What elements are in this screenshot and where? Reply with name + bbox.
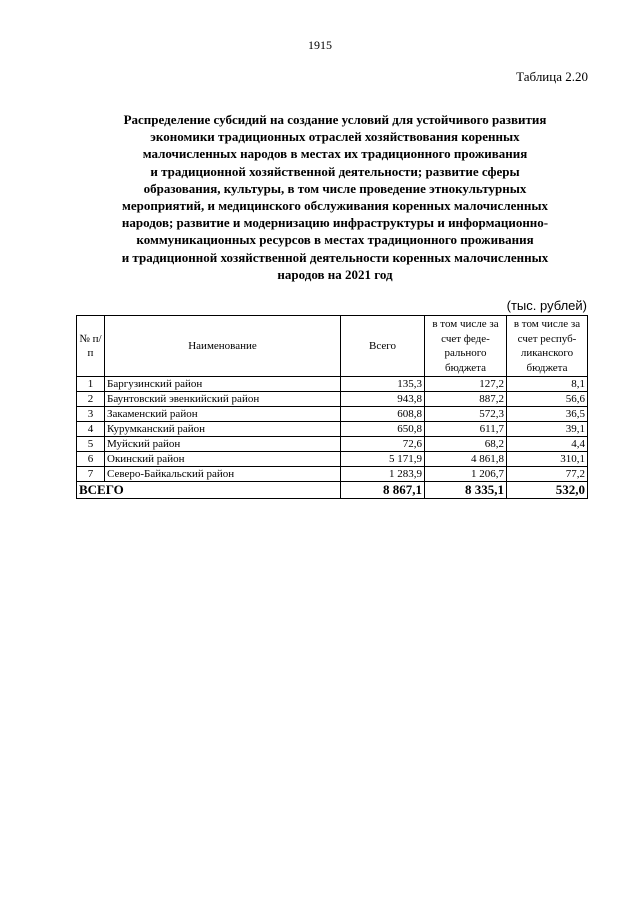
header-name: Наименование (105, 316, 341, 377)
row-federal: 127,2 (425, 377, 507, 392)
total-label: ВСЕГО (77, 482, 341, 499)
title-line: и традиционной хозяйственной деятельности; развитие сферы (150, 163, 520, 179)
row-federal: 887,2 (425, 392, 507, 407)
table-row (77, 392, 588, 407)
title-line: коммуникационных ресурсов в местах традиционного проживания (136, 232, 534, 248)
row-name: Баргузинский район (105, 377, 341, 392)
total-republic: 532,0 (507, 482, 588, 499)
row-num: 4 (77, 422, 105, 437)
title-line: народов; развитие и модернизацию инфраструктуры и информационно- (121, 215, 549, 231)
row-name: Муйский район (105, 437, 341, 452)
units-label: (тыс. рублей) (506, 298, 587, 313)
header-federal: в том числе за счет феде-рального бюджета (425, 316, 507, 377)
table-row (77, 467, 588, 482)
title-line: образования, культуры, в том числе проведение этнокультурных (143, 180, 527, 196)
table-row (77, 422, 588, 437)
row-republic: 36,5 (507, 407, 588, 422)
row-federal: 1 206,7 (425, 467, 507, 482)
row-num: 1 (77, 377, 105, 392)
total-federal: 8 335,1 (425, 482, 507, 499)
total-row (77, 482, 588, 499)
header-num: № п/п (77, 316, 105, 377)
table-row (77, 407, 588, 422)
table-label: Таблица 2.20 (516, 69, 588, 84)
total-sum: 8 867,1 (341, 482, 425, 499)
subsidy-table (76, 315, 588, 499)
title-line: мероприятий, и медицинского обслуживания коренных малочисленных (121, 198, 549, 214)
table-row (77, 452, 588, 467)
row-num: 2 (77, 392, 105, 407)
row-num: 6 (77, 452, 105, 467)
row-name: Закаменский район (105, 407, 341, 422)
row-total: 608,8 (341, 407, 425, 422)
table-header-row (77, 316, 588, 377)
title-line: экономики традиционных отраслей хозяйствования коренных (150, 129, 520, 145)
row-name: Окинский район (105, 452, 341, 467)
header-total: Всего (341, 316, 425, 377)
row-name: Курумканский район (105, 422, 341, 437)
row-republic: 4,4 (507, 437, 588, 452)
row-total: 650,8 (341, 422, 425, 437)
row-num: 7 (77, 467, 105, 482)
table-row (77, 437, 588, 452)
row-name: Баунтовский эвенкийский район (105, 392, 341, 407)
row-total: 1 283,9 (341, 467, 425, 482)
page-number: 1915 (308, 38, 332, 52)
row-total: 943,8 (341, 392, 425, 407)
row-federal: 572,3 (425, 407, 507, 422)
table-row (77, 377, 588, 392)
row-federal: 4 861,8 (425, 452, 507, 467)
row-republic: 56,6 (507, 392, 588, 407)
document-title (80, 111, 590, 283)
row-republic: 8,1 (507, 377, 588, 392)
row-total: 72,6 (341, 437, 425, 452)
row-name: Северо-Байкальский район (105, 467, 341, 482)
title-line: Распределение субсидий на создание условий для устойчивого развития (123, 112, 547, 127)
row-num: 5 (77, 437, 105, 452)
row-republic: 310,1 (507, 452, 588, 467)
row-federal: 68,2 (425, 437, 507, 452)
title-line: и традиционной хозяйственной деятельности коренных малочисленных (121, 249, 549, 265)
row-total: 5 171,9 (341, 452, 425, 467)
header-republic: в том числе за счет респуб-ликанского бюджета (507, 316, 588, 377)
title-line: народов на 2021 год (277, 266, 393, 282)
row-num: 3 (77, 407, 105, 422)
row-republic: 39,1 (507, 422, 588, 437)
row-federal: 611,7 (425, 422, 507, 437)
row-republic: 77,2 (507, 467, 588, 482)
row-total: 135,3 (341, 377, 425, 392)
title-line: малочисленных народов в местах их традиционного проживания (142, 146, 528, 162)
